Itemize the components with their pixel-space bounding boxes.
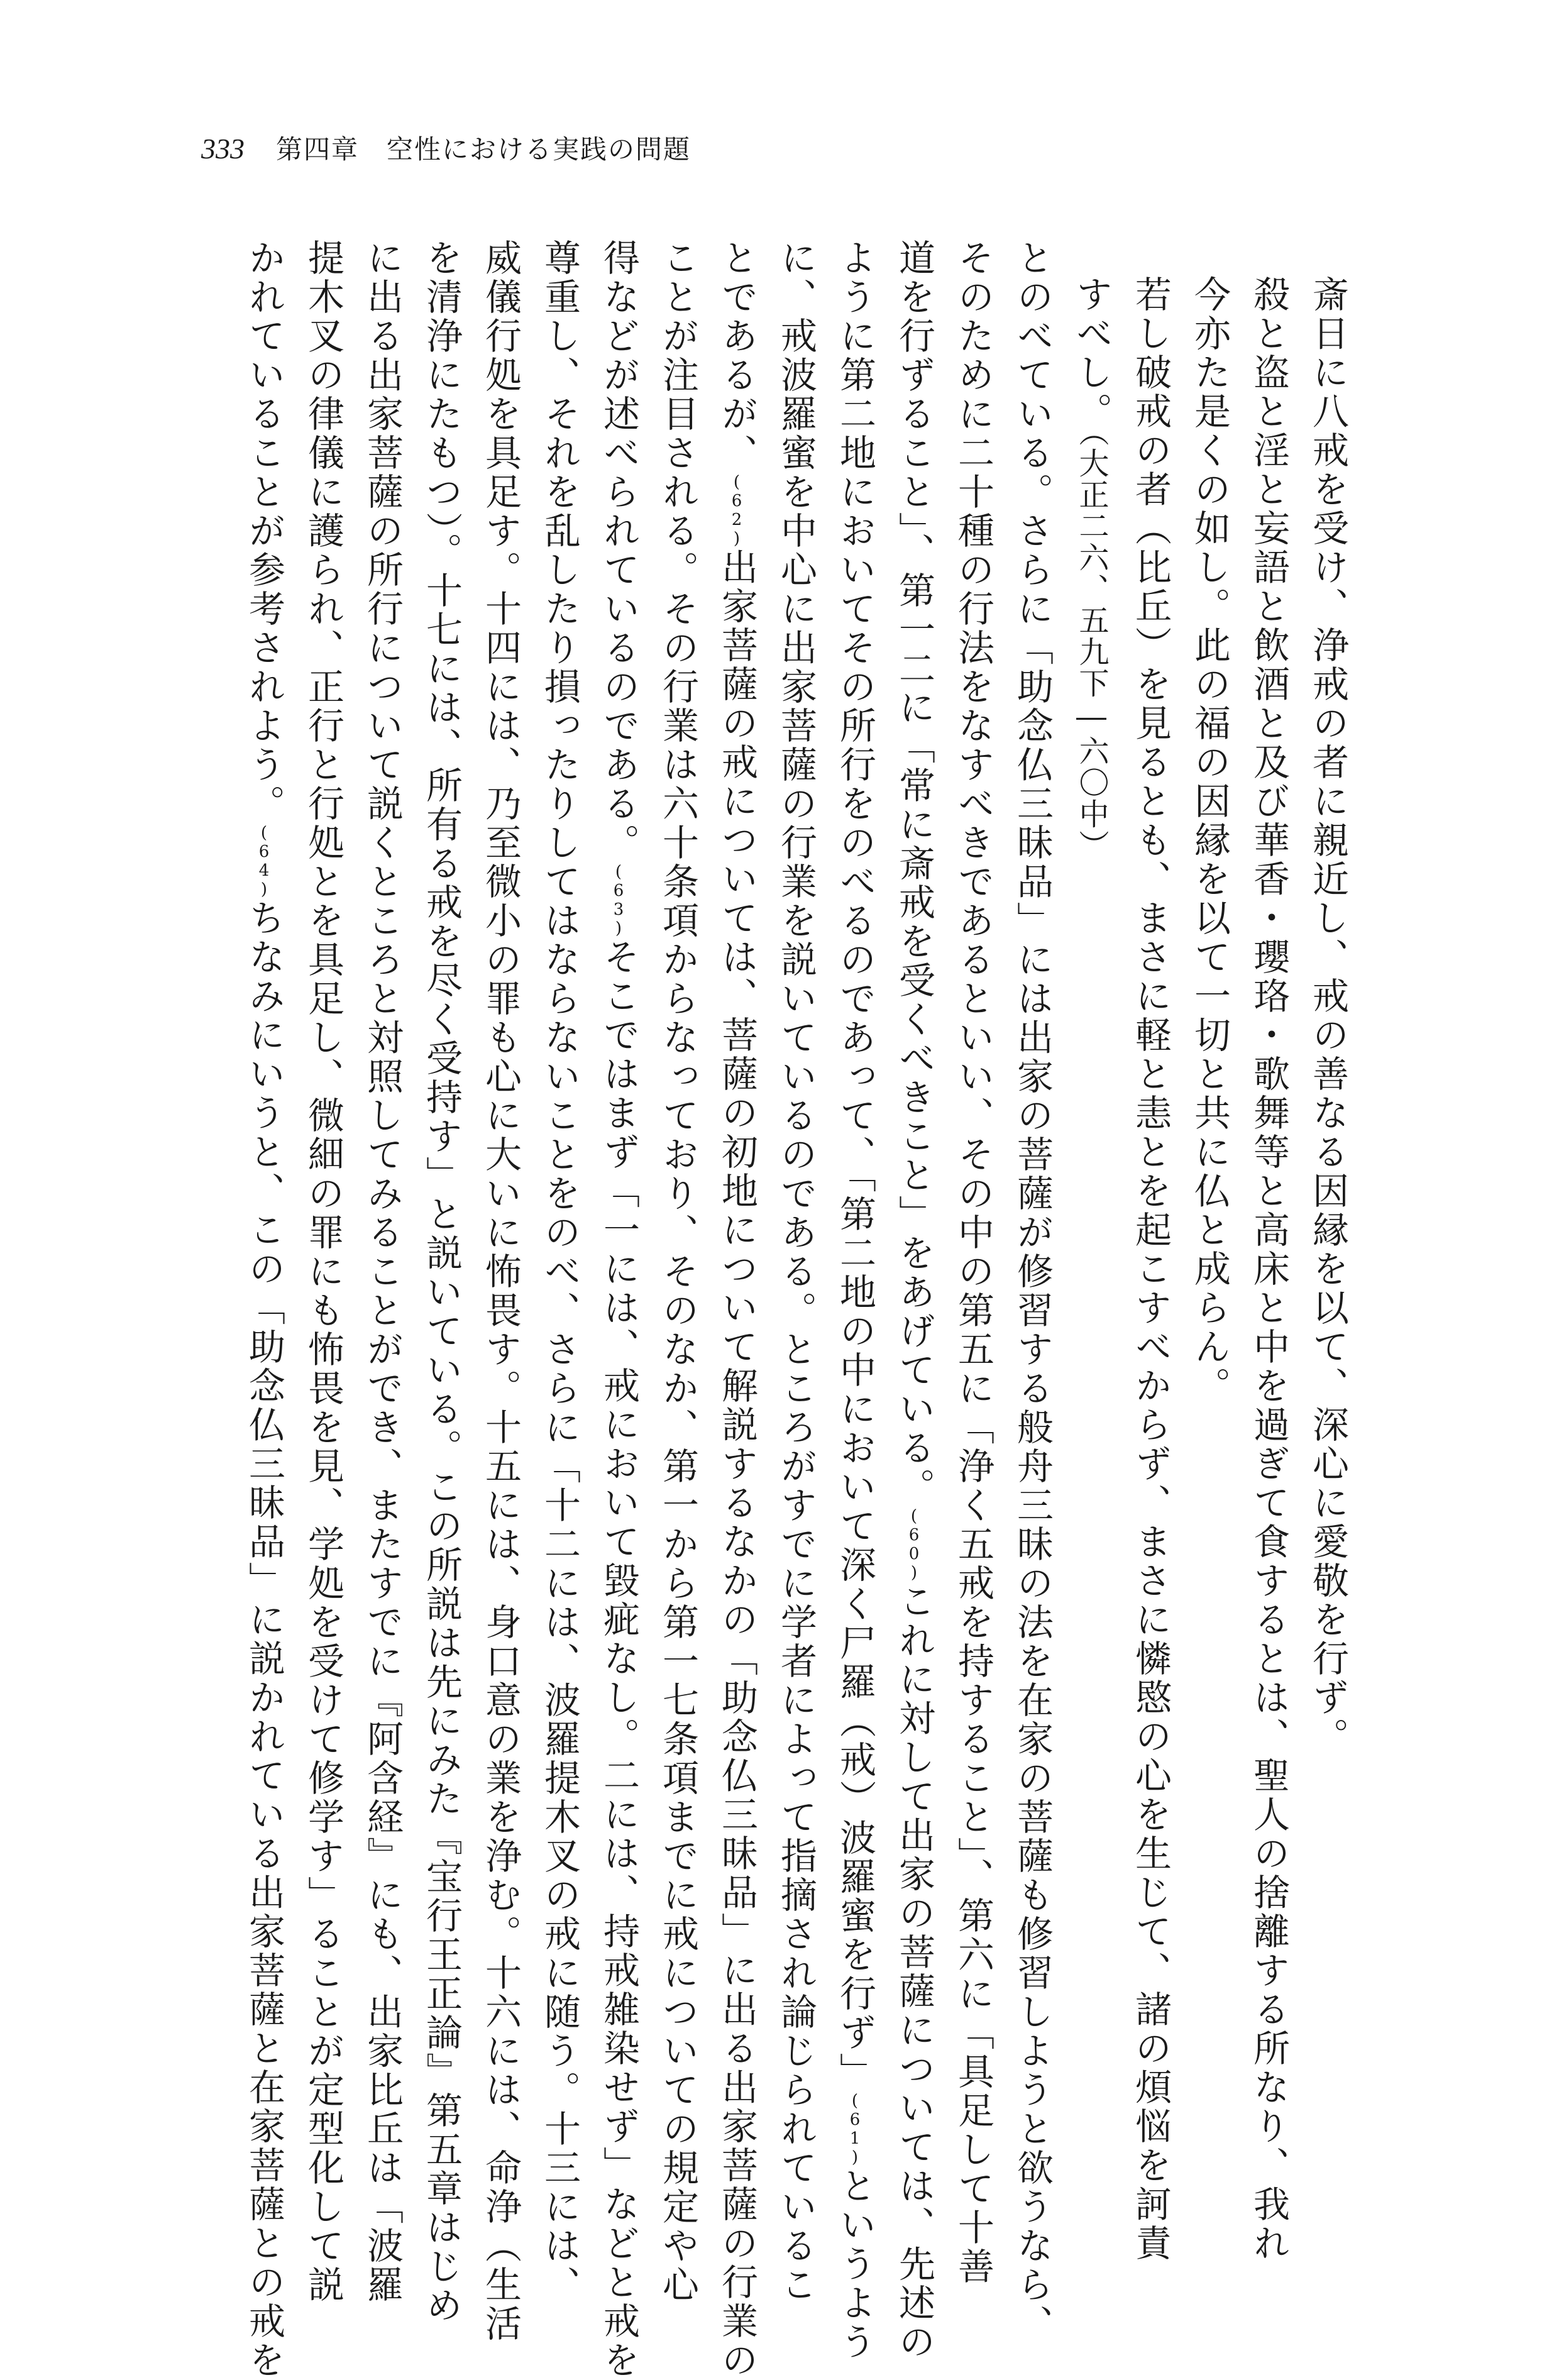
text-line: 殺と盗と淫と妄語と飲酒と及び華香・瓔珞・歌舞等と高床と中を過ぎて食するとは、聖人の捨離する所なり、我れ — [1247, 275, 1290, 2263]
footnote-ref: (64) — [255, 824, 273, 899]
footnote-ref: (60) — [905, 1507, 923, 1582]
chapter-title: 第四章 空性における実践の問題 — [276, 134, 691, 165]
text-line: 若し破戒の者（比丘）を見るとも、まさに軽と恚とを起こすべからず、まさに憐愍の心を生じて、諸の煩悩を訶責 — [1129, 275, 1172, 2263]
page-number: 333 — [201, 133, 245, 165]
text-line: すべし。（大正二六、五九下―六〇中） — [1070, 275, 1113, 861]
text-line: を清浄にたもつ）。十七には、所有る戒を尽く受持す」と説いている。この所説は先にみた『宝行王正論』第五章はじめ — [420, 239, 463, 2325]
text-line: 尊重し、それを乱したり損ったりしてはならないことをのべ、さらに「十二には、波羅提木叉の戒に随う。十三には、 — [538, 239, 581, 2305]
text-line: 威儀行処を具足す。十四には、乃至微小の罪も心に大いに怖畏す。十五には、身口意の業を浄む。十六には、命浄（生活 — [479, 239, 522, 2344]
text-line: 道を行ずること」、第一二に「常に斎戒を受くべきこと」をあげている。(60)これに対して出家の菩薩については、先述の — [893, 239, 935, 2362]
citation: （大正二六、五九下―六〇中） — [1074, 431, 1109, 861]
text-line: ように第二地においてその所行をのべるのであって、「第二地の中において深く尸羅（戒）波羅蜜を行ず」(61)というよう — [834, 239, 876, 2362]
text-line: かれていることが参考されよう。(64)ちなみにいうと、この「助念仏三昧品」に説かれている出家菩薩と在家菩薩との戒を — [243, 239, 285, 2380]
text-line: 斎日に八戒を受け、浄戒の者に親近し、戒の善なる因縁を以て、深心に愛敬を行ず。 — [1306, 275, 1349, 1756]
text-line: とのべている。さらに「助念仏三昧品」には出家の菩薩が修習する般舟三昧の法を在家の菩薩も修習しようと欲うなら、 — [1011, 239, 1054, 2344]
text-line: ことが注目される。その行業は六十条項からなっており、そのなか、第一から第一七条項までに戒についての規定や心 — [656, 239, 699, 2305]
text-line: そのために二十種の行法をなすべきであるといい、その中の第五に「浄く五戒を持すること」、第六に「具足して十善 — [952, 239, 994, 2286]
text-line: に出る出家菩薩の所行について説くところと対照してみることができ、またすでに『阿含経』にも、出家比丘は「波羅 — [361, 239, 404, 2305]
footnote-ref: (61) — [846, 2091, 864, 2167]
footnote-ref: (62) — [727, 473, 746, 548]
footnote-ref: (63) — [609, 862, 628, 938]
running-header — [201, 129, 691, 173]
text-line: とであるが、(62)出家菩薩の戒については、菩薩の初地について解説するなかの「助念仏三昧品」に出る出家菩薩の行業の — [715, 239, 758, 2380]
text-line: 今亦た是くの如し。此の福の因縁を以て一切と共に仏と成らん。 — [1188, 275, 1231, 1406]
text-line: に、戒波羅蜜を中心に出家菩薩の行業を説いているのである。ところがすでに学者によって指摘され論じられているこ — [774, 239, 817, 2305]
text-line: 提木叉の律儀に護られ、正行と行処とを具足し、微細の罪にも怖畏を見、学処を受けて修学す」ることが定型化して説 — [302, 239, 344, 2305]
text-line: 得などが述べられているのである。(63)そこではまず「一には、戒において毀疵なし。二には、持戒雑染せず」などと戒を — [597, 239, 640, 2380]
